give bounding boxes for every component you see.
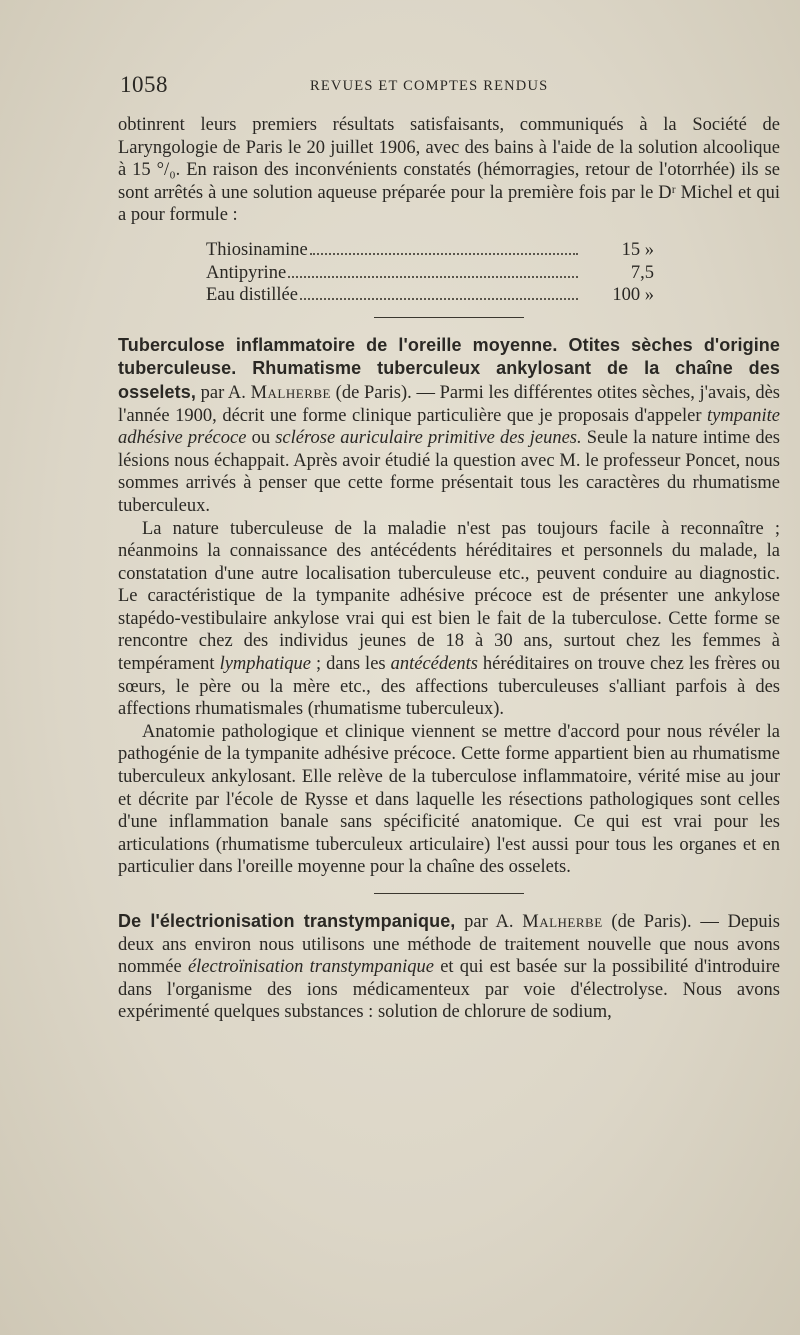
article1-emphasis: antécédents [390, 654, 478, 675]
formula-row [206, 284, 654, 307]
formula-ingredient: Thiosinamine [206, 239, 308, 260]
formula-row [206, 262, 654, 285]
article2-author: Malherbe [522, 912, 603, 932]
dot-leader [288, 276, 578, 278]
article1-text: ou [246, 428, 276, 449]
section-divider [374, 893, 524, 894]
formula-table [206, 239, 654, 307]
intro-paragraph: obtinrent leurs premiers résultats satisfaisants, communiqués à la Société de Laryngologie de Paris le 20 juillet 1906, avec des bains à l'aide de la solution alcoolique à 15 °/₀. En raison des inconvénients constatés (hémorragies, retour de l'otorrhée) ils se sont arrêtés à une solution aqueuse préparée pour la première fois par le Dʳ Michel et qui a pour formule : [118, 115, 780, 226]
article2-text: — Depuis deux ans environ nous utilisons une méthode de traitement nouvelle que nous avons nommée [118, 912, 781, 978]
article1-paragraph-3: Anatomie pathologique et clinique viennent se mettre d'accord pour nous révéler la pathogénie de la tympanite adhésive précoce. Cette forme appartient bien au rhumatisme tuberculeux ankylosant. Elle relève de la tuberculose inflammatoire, vérité mise au jour et décrite par l'école de Rysse et dans laquelle les résections pathologiques sont celles d'une inflammation banale sans spécificité anatomique. Ce qui est vrai pour les articulations (rhumatisme tuberculeux articulaire) l'est aussi pour tous les organes et en particulier dans l'oreille moyenne pour la chaîne des osselets. [118, 721, 780, 878]
formula-quantity: 7,5 [630, 262, 654, 283]
article1-emphasis: tympanite adhésive précoce [118, 405, 780, 449]
article2-place: (de Paris). [602, 912, 692, 932]
formula-ingredient: Eau distillée [206, 285, 298, 306]
article2-emphasis: électroïnisation transtympanique [187, 957, 434, 978]
article1-byline: par A. [195, 382, 251, 403]
article1-emphasis: sclérose auriculaire primitive des jeunes. [275, 428, 582, 449]
article1-place: (de Paris). — [330, 382, 440, 403]
page-body [118, 114, 780, 1024]
formula-row [206, 239, 654, 262]
section-divider [374, 317, 524, 318]
article2-text: et qui est basée sur la possibilité d'introduire dans l'organisme des ions médicamenteux par voie d'électrolyse. Nous avons expérimenté quelques substances : solution de chlorure de sodium, [118, 957, 780, 1023]
article1-text: ; dans les [311, 654, 391, 675]
page-header [120, 72, 780, 102]
article2-title: De l'électrionisation transtympanique, [118, 911, 456, 931]
article1-paragraph-2 [118, 518, 780, 721]
article1-text: Seule la nature intime des lésions nous échappait. Après avoir étudié la question avec M. le professeur Poncet, nous sommes arrivés à penser que cette forme présentait tous les caractères du rhumatisme tuberculeux. [118, 428, 780, 516]
dot-leader [300, 298, 578, 300]
article1-title: Tuberculose inflammatoire de l'oreille moyenne. Otites sèches d'origine tuberculeuse. Rhumatisme tuberculeux ankylosant de la chaîne des osselets, [118, 334, 780, 402]
dot-leader [310, 253, 578, 255]
article1-text: La nature tuberculeuse de la maladie n'est pas toujours facile à reconnaître ; néanmoins la connaissance des antécédents héréditaires et personnels du malade, la constatation d'une autre localisation tuberculeuse etc., peuvent conduire au diagnostic. Le caractéristique de la tympanite adhésive précoce est de présenter une ankylose stapédo-vestibulaire ankylose vrai qui est bien le fait de la tuberculose. Cette forme se rencontre chez des individus jeunes de 18 à 30 ans, surtout chez les femmes à tempérament [118, 518, 780, 675]
running-head: REVUES ET COMPTES RENDUS [310, 78, 549, 94]
article1-author: Malherbe [250, 382, 331, 403]
article1-text: héréditaires on trouve chez les frères ou sœurs, le père ou la mère etc., des affections tuberculeuses s'alliant parfois à des affections rhumatismales (rhumatisme tuberculeux). [118, 654, 780, 720]
formula-quantity: 100 » [612, 285, 654, 306]
page-number: 1058 [120, 72, 168, 97]
article1-text: Parmi les différentes otites sèches, j'avais, dès l'année 1900, décrit une forme clinique particulière que je proposais d'appeler [118, 382, 780, 426]
formula-ingredient: Antipyrine [206, 262, 287, 283]
formula-quantity: 15 » [621, 239, 654, 260]
article1-paragraph [118, 334, 780, 518]
article1-emphasis: lymphatique [219, 654, 312, 675]
article2-paragraph [118, 910, 780, 1024]
article2-byline: par A. [455, 912, 523, 932]
